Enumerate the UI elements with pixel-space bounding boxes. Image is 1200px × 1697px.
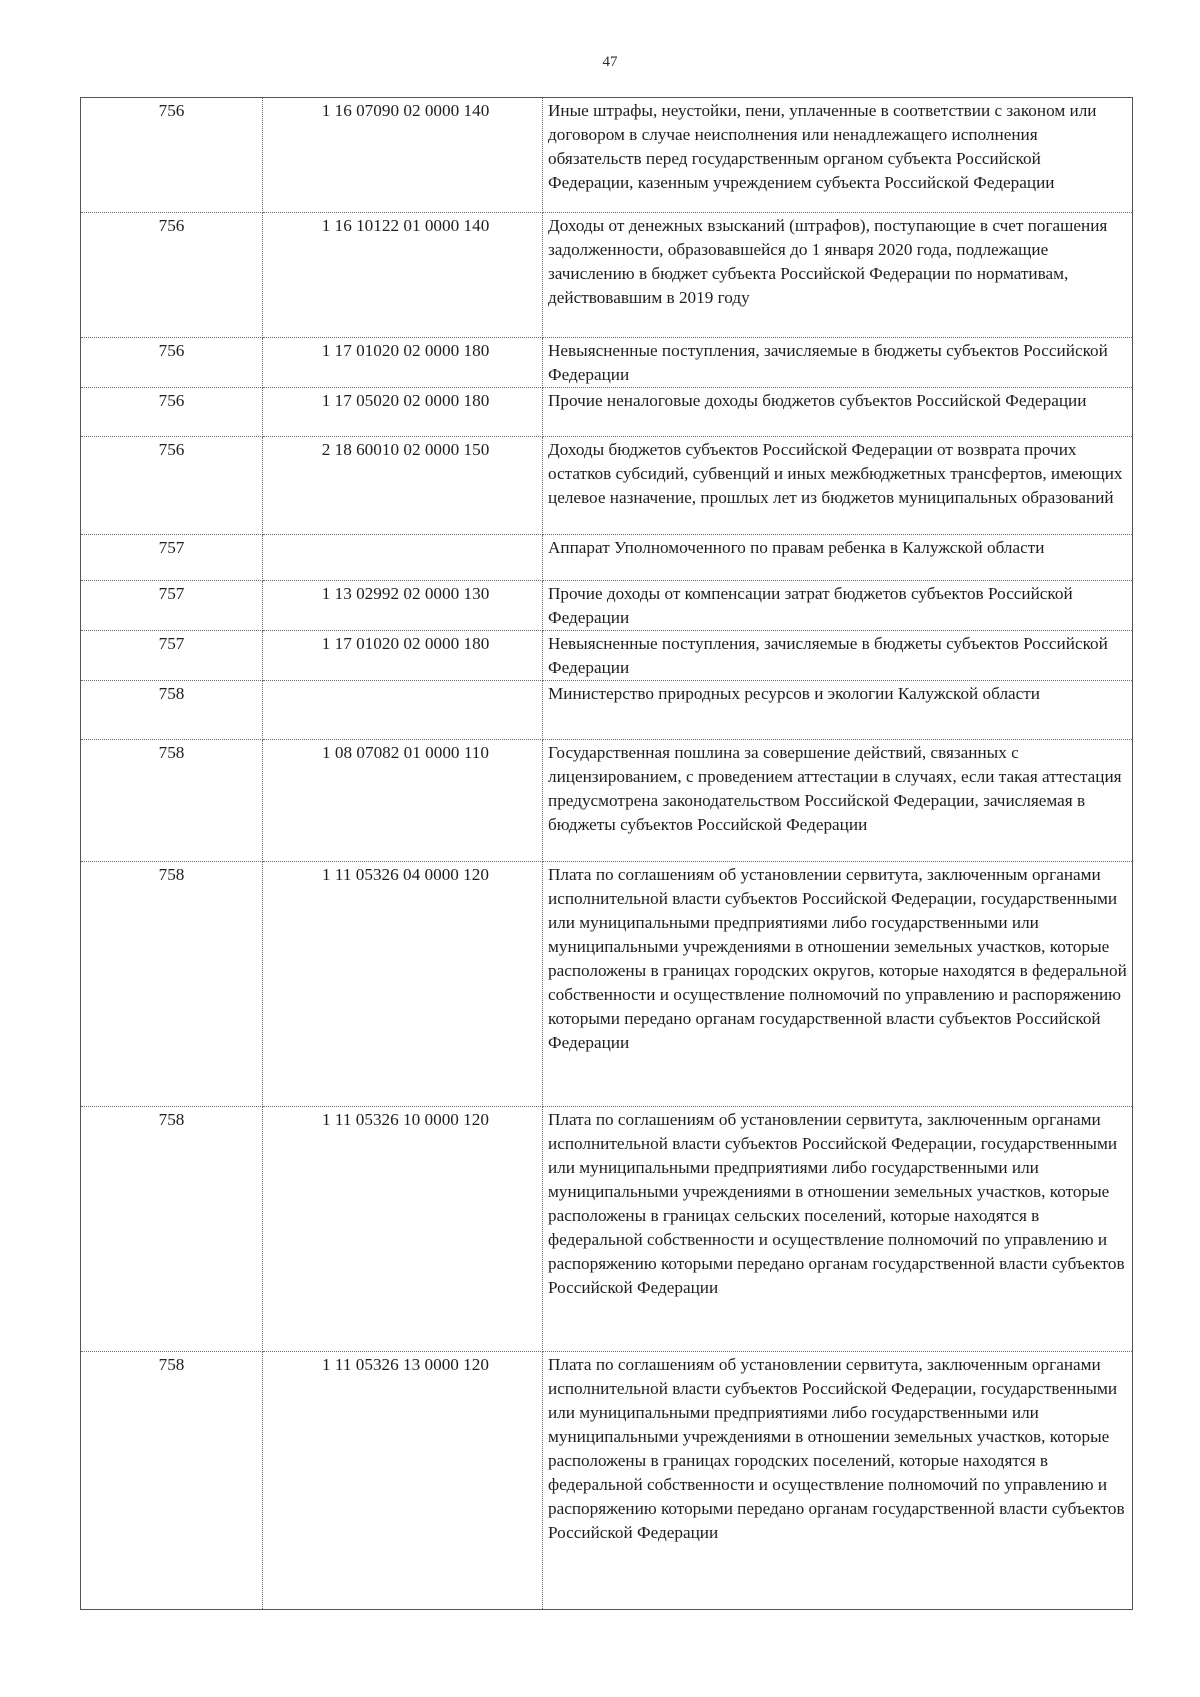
table-row [81,535,1133,581]
revenue-name-cell: Аппарат Уполномоченного по правам ребенка в Калужской области [543,535,1133,581]
admin-code-cell: 758 [81,1352,263,1610]
revenue-name-cell: Плата по соглашениям об установлении сервитута, заключенным органами исполнительной власти субъектов Российской Федерации, государственными или муниципальными предприятиями либо государственными или муниципальными учреждениями в отношении земельных участков, которые расположены в границах сельских поселений, которые находятся в федеральной собственности и осуществление полномочий по управлению и распоряжению которыми передано органам государственной власти субъектов Российской Федерации [543,1107,1133,1352]
admin-code-cell: 756 [81,98,263,213]
table-row [81,213,1133,338]
table-row [81,681,1133,740]
budget-code-cell: 1 16 10122 01 0000 140 [263,213,543,338]
budget-code-cell: 1 17 05020 02 0000 180 [263,388,543,437]
admin-code-cell: 756 [81,213,263,338]
admin-code-cell: 756 [81,338,263,388]
budget-code-cell: 1 16 07090 02 0000 140 [263,98,543,213]
budget-code-cell: 1 08 07082 01 0000 110 [263,740,543,862]
admin-code-cell: 756 [81,437,263,535]
admin-code-cell: 758 [81,681,263,740]
budget-code-cell: 1 11 05326 04 0000 120 [263,862,543,1107]
revenue-name-cell: Невыясненные поступления, зачисляемые в бюджеты субъектов Российской Федерации [543,338,1133,388]
admin-code-cell: 758 [81,1107,263,1352]
budget-code-cell: 1 11 05326 10 0000 120 [263,1107,543,1352]
revenue-name-cell: Доходы от денежных взысканий (штрафов), поступающие в счет погашения задолженности, образовавшейся до 1 января 2020 года, подлежащие зачислению в бюджет субъекта Российской Федерации по нормативам, действовавшим в 2019 году [543,213,1133,338]
revenue-name-cell: Министерство природных ресурсов и экологии Калужской области [543,681,1133,740]
table-row [81,581,1133,631]
revenue-name-cell: Невыясненные поступления, зачисляемые в бюджеты субъектов Российской Федерации [543,631,1133,681]
budget-code-cell: 1 13 02992 02 0000 130 [263,581,543,631]
table-row [81,1352,1133,1610]
budget-code-cell: 2 18 60010 02 0000 150 [263,437,543,535]
admin-code-cell: 757 [81,581,263,631]
table-row [81,631,1133,681]
table-row [81,1107,1133,1352]
revenue-name-cell: Доходы бюджетов субъектов Российской Федерации от возврата прочих остатков субсидий, субвенций и иных межбюджетных трансфертов, имеющих целевое назначение, прошлых лет из бюджетов муниципальных образований [543,437,1133,535]
table-row [81,388,1133,437]
revenue-name-cell: Иные штрафы, неустойки, пени, уплаченные в соответствии с законом или договором в случае неисполнения или ненадлежащего исполнения обязательств перед государственным органом субъекта Российской Федерации, казенным учреждением субъекта Российской Федерации [543,98,1133,213]
budget-code-cell: 1 11 05326 13 0000 120 [263,1352,543,1610]
table-row [81,98,1133,213]
revenue-codes-table [80,97,1133,1610]
revenue-name-cell: Прочие неналоговые доходы бюджетов субъектов Российской Федерации [543,388,1133,437]
revenue-name-cell: Государственная пошлина за совершение действий, связанных с лицензированием, с проведением аттестации в случаях, если такая аттестация предусмотрена законодательством Российской Федерации, зачисляемая в бюджеты субъектов Российской Федерации [543,740,1133,862]
table-row [81,740,1133,862]
admin-code-cell: 758 [81,740,263,862]
revenue-name-cell: Плата по соглашениям об установлении сервитута, заключенным органами исполнительной власти субъектов Российской Федерации, государственными или муниципальными предприятиями либо государственными или муниципальными учреждениями в отношении земельных участков, которые расположены в границах городских округов, которые находятся в федеральной собственности и осуществление полномочий по управлению и распоряжению которыми передано органам государственной власти субъектов Российской Федерации [543,862,1133,1107]
revenue-name-cell: Плата по соглашениям об установлении сервитута, заключенным органами исполнительной власти субъектов Российской Федерации, государственными или муниципальными предприятиями либо государственными или муниципальными учреждениями в отношении земельных участков, которые расположены в границах городских поселений, которые находятся в федеральной собственности и осуществление полномочий по управлению и распоряжению которыми передано органам государственной власти субъектов Российской Федерации [543,1352,1133,1610]
budget-code-cell [263,681,543,740]
budget-code-cell: 1 17 01020 02 0000 180 [263,338,543,388]
admin-code-cell: 758 [81,862,263,1107]
budget-code-cell [263,535,543,581]
admin-code-cell: 757 [81,631,263,681]
admin-code-cell: 757 [81,535,263,581]
revenue-name-cell: Прочие доходы от компенсации затрат бюджетов субъектов Российской Федерации [543,581,1133,631]
table-row [81,437,1133,535]
table-row [81,862,1133,1107]
table-row [81,338,1133,388]
budget-code-cell: 1 17 01020 02 0000 180 [263,631,543,681]
page-number: 47 [602,54,618,70]
admin-code-cell: 756 [81,388,263,437]
